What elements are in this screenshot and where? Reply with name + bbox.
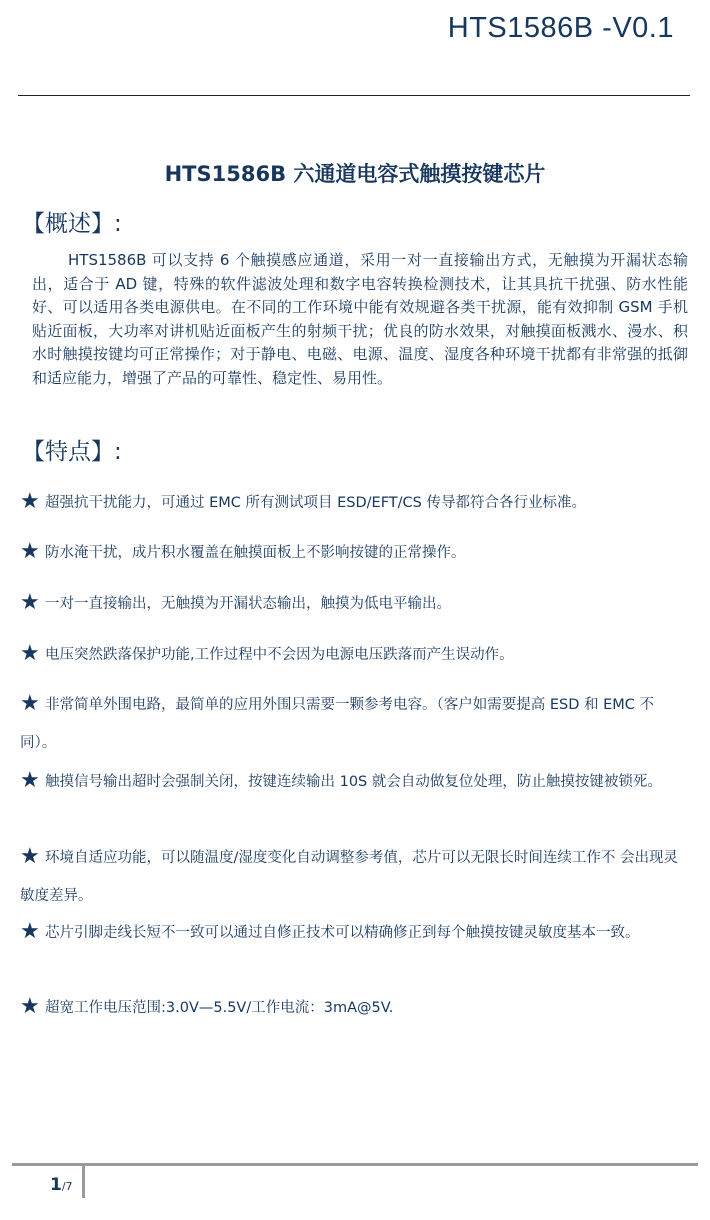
feature-item — [20, 838, 688, 915]
feature-text: 芯片引脚走线长短不一致可以通过自修正技术可以精确修正到每个触摸按键灵敏度基本一致。 — [45, 925, 640, 941]
feature-item — [20, 584, 688, 623]
feature-text: 电压突然跌落保护功能,工作过程中不会因为电源电压跌落而产生误动作。 — [45, 647, 514, 663]
feature-text: 非常简单外围电路，最简单的应用外围只需要一颗参考电容。（客户如需要提高 ESD 和 EMC 不同）。 — [20, 697, 655, 751]
feature-text: 触摸信号输出超时会强制关闭，按键连续输出 10S 就会自动做复位处理，防止触摸按键被锁死。 — [45, 774, 662, 790]
star-bullet-icon: ★ — [20, 768, 40, 793]
document-title: HTS1586B 六通道电容式触摸按键芯片 — [164, 162, 546, 186]
star-bullet-icon: ★ — [20, 641, 40, 666]
feature-text: 超宽工作电压范围:3.0V—5.5V/工作电流：3mA@5V. — [45, 1000, 394, 1016]
feature-item — [20, 483, 688, 522]
star-bullet-icon: ★ — [20, 919, 40, 944]
star-bullet-icon: ★ — [20, 844, 40, 869]
feature-item — [20, 685, 688, 762]
star-bullet-icon: ★ — [20, 691, 40, 716]
overview-heading: 【概述】: — [22, 211, 122, 237]
features-heading: 【特点】: — [22, 439, 122, 465]
overview-paragraph: HTS1586B 可以支持 6 个触摸感应通道，采用一对一直接输出方式，无触摸为开漏状态输出，适合于 AD 键，特殊的软件滤波处理和数字电容转换检测技术，让其具抗干扰强、防水性能好、可以适用各类电源供电。在不同的工作环境中能有效规避各类干扰源，能有效抑制 GSM 手机贴近面板，大功率对讲机贴近面板产生的射频干扰；优良的防水效果，对触摸面板溅水、漫水、积水时触摸按键均可正常操作；对于静电、电磁、电源、温度、湿度各种环境干扰都有非常强的抵御和适应能力，增强了产品的可靠性、稳定性、易用性。 — [32, 251, 688, 387]
feature-text: 超强抗干扰能力，可通过 EMC 所有测试项目 ESD/EFT/CS 传导都符合各行业标准。 — [45, 495, 586, 511]
footer-divider — [82, 1166, 85, 1198]
feature-item — [20, 762, 688, 801]
page-number — [50, 1175, 73, 1195]
page-current: 1 — [50, 1175, 62, 1195]
header-title: HTS1586B -V0.1 — [447, 12, 674, 44]
page-total: /7 — [61, 1180, 73, 1193]
feature-text: 环境自适应功能，可以随温度/湿度变化自动调整参考值，芯片可以无限长时间连续工作不 会出现灵敏度差异。 — [20, 850, 678, 904]
star-bullet-icon: ★ — [20, 489, 40, 514]
feature-item — [20, 913, 688, 952]
feature-item — [20, 533, 688, 572]
feature-text: 防水淹干扰，成片积水覆盖在触摸面板上不影响按键的正常操作。 — [45, 545, 466, 561]
footer-rule — [12, 1163, 698, 1166]
feature-item — [20, 635, 688, 674]
feature-item — [20, 988, 688, 1027]
feature-text: 一对一直接输出，无触摸为开漏状态输出，触摸为低电平输出。 — [45, 596, 451, 612]
star-bullet-icon: ★ — [20, 539, 40, 564]
star-bullet-icon: ★ — [20, 590, 40, 615]
star-bullet-icon: ★ — [20, 994, 40, 1019]
